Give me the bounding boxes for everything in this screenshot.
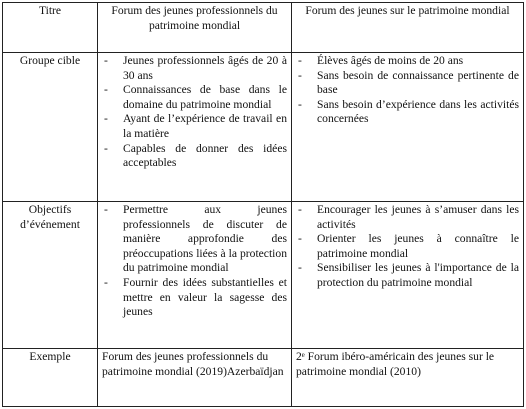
bullet-dash: - bbox=[104, 275, 108, 289]
row-example bbox=[3, 349, 524, 407]
row-label-example: Exemple bbox=[3, 349, 98, 407]
objectives-youth-cell bbox=[292, 202, 524, 349]
bullet-dash: - bbox=[298, 203, 302, 216]
objectives-youth-list bbox=[296, 203, 519, 291]
objectives-professional-cell bbox=[98, 202, 292, 349]
list-item: - Encourager les jeunes à s’amuser dans les activités bbox=[298, 203, 519, 231]
objectives-professional-list bbox=[102, 203, 287, 320]
bullet-dash: - bbox=[104, 112, 108, 126]
bullet-dash: - bbox=[104, 141, 108, 155]
bullet-dash: - bbox=[298, 232, 302, 246]
list-item: - Permettre aux jeunes professionnels de discuter de manière approfondie des préoccupations liées à la protection du patrimoine mondial bbox=[104, 203, 287, 275]
bullet-dash: - bbox=[104, 54, 108, 67]
target-group-professional-cell bbox=[98, 53, 292, 202]
list-item: - Capables de donner des idées acceptables bbox=[104, 141, 287, 170]
row-label-event-objectives: Objectifs d’événement bbox=[3, 202, 98, 349]
list-item: - Jeunes professionnels âgés de 20 à 30 ans bbox=[104, 54, 287, 82]
list-item: - Élèves âgés de moins de 20 ans bbox=[298, 54, 464, 67]
list-item: - Sans besoin de connaissance pertinente de base bbox=[298, 68, 519, 97]
list-item: - Connaissances de base dans le domaine du patrimoine mondial bbox=[104, 83, 287, 111]
list-item: - Orienter les jeunes à connaître le patrimoine mondial bbox=[298, 232, 519, 260]
comparison-table bbox=[2, 2, 524, 407]
bullet-dash: - bbox=[298, 54, 302, 67]
row-target-group bbox=[3, 53, 524, 202]
list-item: - Fournir des idées substantielles et mettre en valeur la sagesse des jeunes bbox=[104, 275, 287, 319]
example-youth-cell: 2ᵉ Forum ibéro-américain des jeunes sur le patrimoine mondial (2010) bbox=[292, 349, 524, 407]
header-professional-forum: Forum des jeunes professionnels du patrimoine mondial bbox=[98, 3, 292, 53]
bullet-dash: - bbox=[298, 261, 302, 275]
bullet-dash: - bbox=[104, 83, 108, 97]
row-label-target-group: Groupe cible bbox=[3, 53, 98, 202]
bullet-dash: - bbox=[298, 68, 302, 82]
row-event-objectives bbox=[3, 202, 524, 349]
bullet-dash: - bbox=[298, 97, 302, 111]
header-titre: Titre bbox=[3, 3, 98, 53]
target-group-youth-cell bbox=[292, 53, 524, 202]
bullet-dash: - bbox=[104, 203, 108, 216]
example-professional-cell: Forum des jeunes professionnels du patrimoine mondial (2019)Azerbaïdjan bbox=[98, 349, 292, 407]
list-item: - Sensibiliser les jeunes à l'importance de la protection du patrimoine mondial bbox=[298, 261, 519, 289]
list-item: - Ayant de l’expérience de travail en la matière bbox=[104, 112, 287, 140]
target-group-professional-list bbox=[102, 54, 287, 171]
header-youth-forum: Forum des jeunes sur le patrimoine mondial bbox=[292, 3, 524, 53]
target-group-youth-list bbox=[296, 54, 519, 127]
header-row bbox=[3, 3, 524, 53]
list-item: - Sans besoin d’expérience dans les activités concernées bbox=[298, 97, 519, 126]
